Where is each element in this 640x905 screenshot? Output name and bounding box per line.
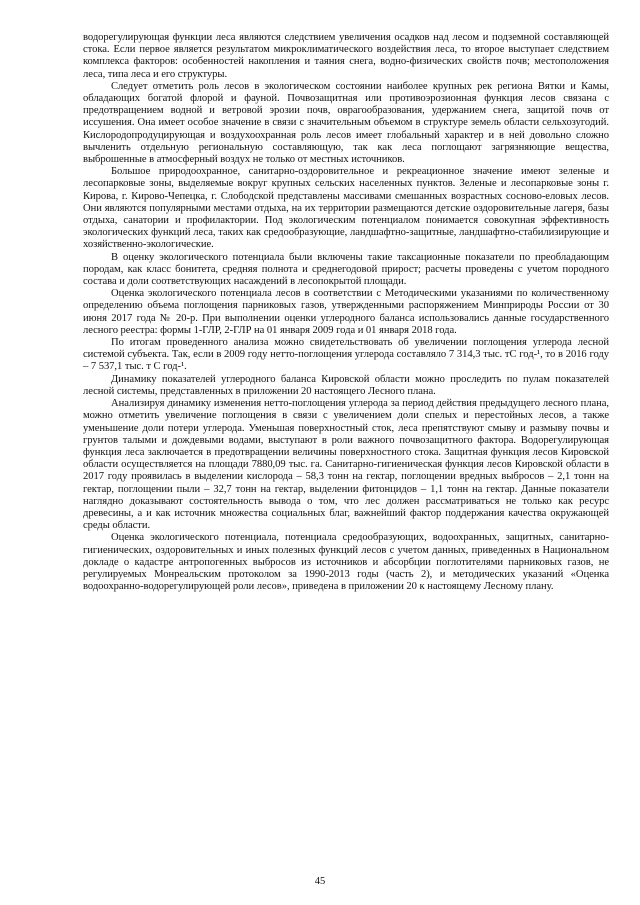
paragraph-carbon-results: По итогам проведенного анализа можно свидетельствовать об увеличении поглощения углерода лесной системой субъекта. Так, если в 2009 году нетто-поглощения углерода составляло 7 314,3 тыс. тС год-¹, то в 2016 году – 7 537,1 тыс. т С год-¹. xyxy=(83,337,609,373)
paragraph-water-regulation: водорегулирующая функции леса являются следствием увеличения осадков над лесом и подземной составляющей стока. Если первое является результатом микроклиматического воздействия леса, то второе выступает следствием комплекса факторов: особенностей накопления и таяния снега, водно-физических свойств почв; местоположения леса, типа леса и его структуры. xyxy=(83,32,609,80)
paragraph-rivers-soil-protection: Следует отметить роль лесов в экологическом состоянии наиболее крупных рек региона Вятки и Камы, обладающих богатой флорой и фауной. Почвозащитная или противоэрозионная функция лесов связана с предотвращением водной и ветровой эрозии почв, оврагообразования, удержанием снега, защитой почв от иссушения. Она имеет особое значение в связи с значительным объемом в структуре земель области сельхозугодий. Кислородопродуцирующая и воздухоохранная роль лесов имеет глобальный характер и в ней довольно сложно вычленить отдельную региональную составляющую, так как леса поглощают загрязняющие вещества, выброшенные в атмосферный воздух не только от местных источников. xyxy=(83,80,609,166)
paragraph-net-absorption-analysis: Анализируя динамику изменения нетто-поглощения углерода за период действия предыдущего лесного плана, можно отметить увеличение поглощения в связи с увеличением доли спелых и перестойных лесов, а также уменьшение доли потери углерода. Уменьшая поверхностный сток, леса препятствуют смыву и размыву почвы и грунтов талыми и дождевыми водами, выступают в роли важного почвозащитного фактора. Водорегулирующая функция леса заключается в предотвращении величины поверхностного стока. Защитная функция лесов Кировской области осуществляется на площади 7880,09 тыс. га. Санитарно-гигиеническая функция лесов Кировской области в 2017 году проявилась в выделении кислорода – 58,3 тонн на гектар, поглощении вредных выбросов – 2,1 тонн на гектар, поглощении пыли – 32,7 тонн на гектар, выделении фитонцидов – 1,1 тонн на гектар. Данные показатели наглядно доказывают состоятельность вывода о том, что лес должен рассматриваться не только как ресурс древесины, а и как источник множества социальных благ, важнейший фактор поддержания качества окружающей среды области. xyxy=(83,398,609,532)
page-number: 45 xyxy=(314,876,326,887)
paragraph-potential-assessment: Оценка экологического потенциала, потенциала средообразующих, водоохранных, защитных, санитарно-гигиенических, оздоровительных и иных полезных функций лесов с учетом данных, приведенных в Национальном докладе о кадастре антропогенных выбросов из источников и абсорбции поглотителями парниковых газов, не регулируемых Монреальским протоколом за 1990-2013 годы (часть 2), и методических указаний «Оценка водоохранно-водорегулирующей роли лесов», приведена в приложении 20 к настоящему Лесному плану. xyxy=(83,532,609,593)
paragraph-green-zones: Большое природоохранное, санитарно-оздоровительное и рекреационное значение имеют зеленые и лесопарковые зоны, выделяемые вокруг крупных сельских населенных пунктов. Зеленые и лесопарковые зоны г. Кирова, г. Кирово-Чепецка, г. Слободской представлены массивами смешанных возрастных сосново-еловых лесов. Они являются популярными местами отдыха, на их территории размещаются детские оздоровительные лагеря, базы отдыха, санатории и профилактории. Под экологическим потенциалом понимается совокупная эффективность экологических функций леса, таких как средообразующие, ландшафтно-защитные, ландшафтно-стабилизирующие и хозяйственно-экологические. xyxy=(83,166,609,251)
paragraph-assessment-indicators: В оценку экологического потенциала были включены такие таксационные показатели по преобладающим породам, как класс бонитета, средняя полнота и среднегодовой прирост; расчеты проведены с учетом породного состава и доли соответствующих насаждений в лесопокрытой площади. xyxy=(83,251,609,288)
paragraph-methodology: Оценка экологического потенциала лесов в соответствии с Методическими указаниями по количественному определению объема поглощения парниковых газов, утвержденными распоряжением Минприроды России от 30 июня 2017 года № 20-р. При выполнении оценки углеродного баланса использовались данные государственного лесного реестра: формы 1-ГЛР, 2-ГЛР на 01 января 2009 года и 01 января 2018 года. xyxy=(83,288,609,336)
document-body xyxy=(83,32,609,593)
paragraph-carbon-dynamics: Динамику показателей углеродного баланса Кировской области можно проследить по пулам показателей лесной системы, представленных в приложении 20 настоящего Лесного плана. xyxy=(83,373,609,397)
